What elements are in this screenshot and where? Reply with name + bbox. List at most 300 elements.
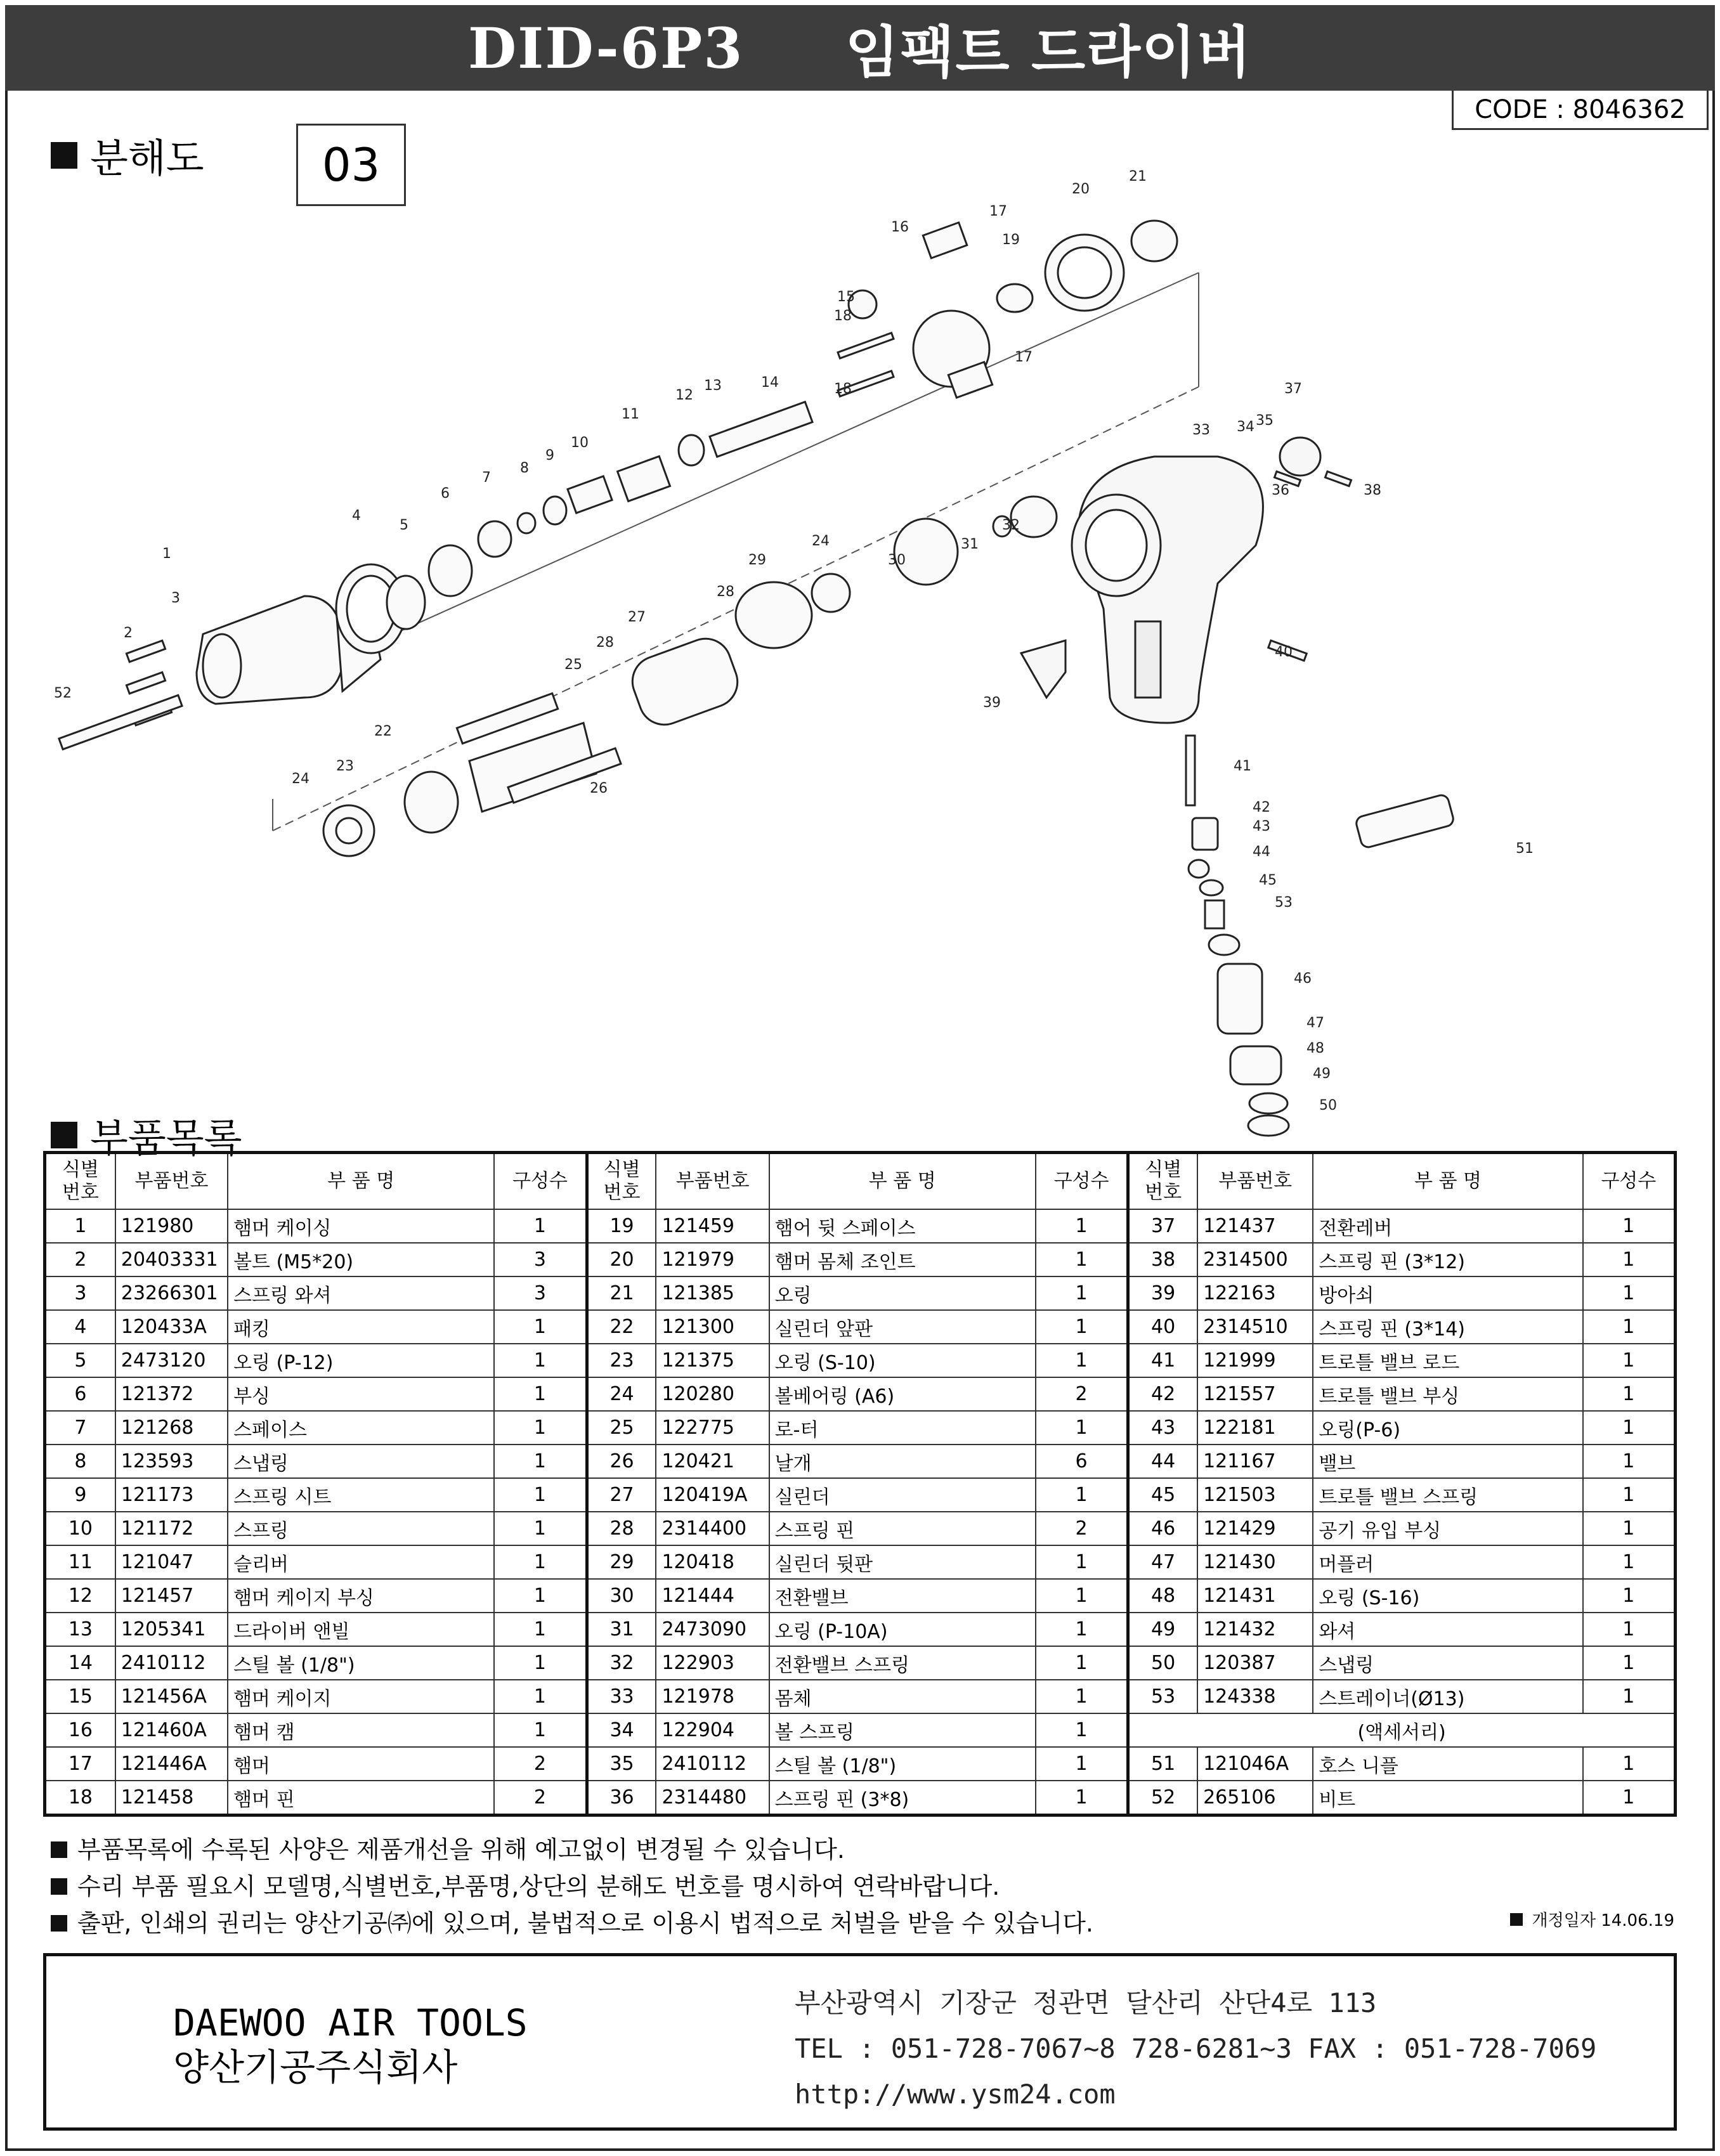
table-row bbox=[45, 1243, 1676, 1276]
callout-37: 37 bbox=[1284, 381, 1302, 397]
part-qty-cell: 1 bbox=[1036, 1713, 1128, 1747]
part-name-cell: 머플러 bbox=[1313, 1545, 1582, 1579]
square-bullet-icon bbox=[51, 1122, 77, 1148]
header-id-line2: 번호 bbox=[1145, 1181, 1182, 1204]
part-id-cell: 53 bbox=[1128, 1680, 1197, 1713]
callout-12: 12 bbox=[675, 387, 693, 403]
part-number-cell: 120421 bbox=[656, 1445, 769, 1478]
part-name-cell: 스틸 볼 (1/8") bbox=[228, 1646, 494, 1680]
part-qty-cell: 1 bbox=[1583, 1579, 1676, 1613]
part-number-cell: 2314400 bbox=[656, 1512, 769, 1545]
part-qty-cell: 1 bbox=[494, 1579, 587, 1613]
header-part-no: 부품번호 bbox=[656, 1153, 769, 1210]
callout-50: 50 bbox=[1319, 1098, 1337, 1114]
part-id-cell: 27 bbox=[587, 1478, 656, 1512]
part-id-cell: 32 bbox=[587, 1646, 656, 1680]
part-name-cell: 방아쇠 bbox=[1313, 1276, 1582, 1310]
part-number-cell: 120280 bbox=[656, 1377, 769, 1411]
part-id-cell: 42 bbox=[1128, 1377, 1197, 1411]
part-qty-cell: 1 bbox=[1036, 1276, 1128, 1310]
part-id-cell: 37 bbox=[1128, 1209, 1197, 1243]
part-name-cell: 실린더 bbox=[769, 1478, 1036, 1512]
part-name-cell: 비트 bbox=[1313, 1781, 1582, 1815]
part-number-cell: 121557 bbox=[1197, 1377, 1313, 1411]
table-row bbox=[45, 1377, 1676, 1411]
square-bullet-icon bbox=[1510, 1913, 1523, 1926]
callout-18-bottom: 18 bbox=[834, 381, 852, 397]
part-id-cell: 31 bbox=[587, 1613, 656, 1646]
part-number-cell: 2473120 bbox=[115, 1344, 228, 1377]
part-qty-cell: 1 bbox=[1036, 1243, 1128, 1276]
part-number-cell: 121432 bbox=[1197, 1613, 1313, 1646]
callout-30: 30 bbox=[888, 552, 906, 568]
part-id-cell: 44 bbox=[1128, 1445, 1197, 1478]
header-part-name: 부 품 명 bbox=[1313, 1153, 1582, 1210]
part-name-cell: 몸체 bbox=[769, 1680, 1036, 1713]
part-name-cell: 스프링 핀 (3*8) bbox=[769, 1781, 1036, 1815]
square-bullet-icon bbox=[51, 1878, 67, 1895]
part-number-cell: 121047 bbox=[115, 1545, 228, 1579]
part-id-cell: 12 bbox=[45, 1579, 115, 1613]
part-id-cell: 16 bbox=[45, 1713, 115, 1747]
part-name-cell: 트로틀 밸브 로드 bbox=[1313, 1344, 1582, 1377]
parts-list-title: 부품목록 bbox=[90, 1115, 242, 1161]
part-id-cell: 29 bbox=[587, 1545, 656, 1579]
part-name-cell: 트로틀 밸브 부싱 bbox=[1313, 1377, 1582, 1411]
callout-29: 29 bbox=[748, 552, 766, 568]
product-name: 임팩트 드라이버 bbox=[845, 19, 1253, 85]
part-name-cell: 패킹 bbox=[228, 1310, 494, 1344]
part-qty-cell: 1 bbox=[1583, 1209, 1676, 1243]
part-name-cell: 호스 니플 bbox=[1313, 1747, 1582, 1781]
part-qty-cell: 1 bbox=[494, 1377, 587, 1411]
callout-7: 7 bbox=[482, 470, 491, 486]
part-qty-cell: 2 bbox=[494, 1747, 587, 1781]
part-name-cell: 볼베어링 (A6) bbox=[769, 1377, 1036, 1411]
callout-18-top: 18 bbox=[834, 308, 852, 324]
callout-8: 8 bbox=[520, 460, 529, 476]
part-name-cell: 실린더 앞판 bbox=[769, 1310, 1036, 1344]
callout-27: 27 bbox=[628, 609, 646, 625]
part-id-cell: 10 bbox=[45, 1512, 115, 1545]
header-qty: 구성수 bbox=[1583, 1153, 1676, 1210]
callout-22: 22 bbox=[374, 724, 392, 739]
part-id-cell: 2 bbox=[45, 1243, 115, 1276]
header-part-name: 부 품 명 bbox=[769, 1153, 1036, 1210]
part-qty-cell: 1 bbox=[1036, 1411, 1128, 1445]
part-name-cell: 공기 유입 부싱 bbox=[1313, 1512, 1582, 1545]
part-number-cell: 124338 bbox=[1197, 1680, 1313, 1713]
part-qty-cell: 1 bbox=[1036, 1579, 1128, 1613]
table-row bbox=[45, 1276, 1676, 1310]
part-id-cell: 25 bbox=[587, 1411, 656, 1445]
callout-19: 19 bbox=[1002, 232, 1020, 248]
exploded-view-title: 분해도 bbox=[90, 135, 204, 181]
part-qty-cell: 3 bbox=[494, 1243, 587, 1276]
part-name-cell: 햄어 뒷 스페이스 bbox=[769, 1209, 1036, 1243]
part-name-cell: 슬리버 bbox=[228, 1545, 494, 1579]
part-id-cell: 3 bbox=[45, 1276, 115, 1310]
table-row bbox=[45, 1747, 1676, 1781]
part-name-cell: 로-터 bbox=[769, 1411, 1036, 1445]
part-name-cell: 햄머 bbox=[228, 1747, 494, 1781]
part-number-cell: 122181 bbox=[1197, 1411, 1313, 1445]
part-id-cell: 17 bbox=[45, 1747, 115, 1781]
callout-42: 42 bbox=[1253, 800, 1270, 815]
part-number-cell: 121978 bbox=[656, 1680, 769, 1713]
part-id-cell: 39 bbox=[1128, 1276, 1197, 1310]
revision-date bbox=[1510, 1907, 1674, 1931]
table-row bbox=[45, 1478, 1676, 1512]
part-name-cell: 스프링 bbox=[228, 1512, 494, 1545]
part-name-cell: 전환레버 bbox=[1313, 1209, 1582, 1243]
part-qty-cell: 1 bbox=[1583, 1243, 1676, 1276]
square-bullet-icon bbox=[51, 1841, 67, 1858]
part-number-cell: 121503 bbox=[1197, 1478, 1313, 1512]
header-qty: 구성수 bbox=[1036, 1153, 1128, 1210]
part-number-cell: 121172 bbox=[115, 1512, 228, 1545]
part-id-cell: 21 bbox=[587, 1276, 656, 1310]
callout-15: 15 bbox=[837, 289, 855, 305]
part-qty-cell: 1 bbox=[494, 1545, 587, 1579]
company-block bbox=[173, 2001, 528, 2089]
part-id-cell: 9 bbox=[45, 1478, 115, 1512]
table-row bbox=[45, 1512, 1676, 1545]
part-qty-cell: 1 bbox=[1583, 1411, 1676, 1445]
part-id-cell: 50 bbox=[1128, 1646, 1197, 1680]
part-number-cell: 121173 bbox=[115, 1478, 228, 1512]
part-number-cell: 121444 bbox=[656, 1579, 769, 1613]
callout-25: 25 bbox=[564, 657, 582, 673]
part-id-cell: 47 bbox=[1128, 1545, 1197, 1579]
parts-table-header bbox=[45, 1153, 1676, 1210]
callout-48: 48 bbox=[1306, 1041, 1324, 1056]
part-number-cell: 2410112 bbox=[656, 1747, 769, 1781]
callout-11: 11 bbox=[622, 406, 639, 422]
company-name-ko: 양산기공주식회사 bbox=[173, 2046, 458, 2089]
part-id-cell: 35 bbox=[587, 1747, 656, 1781]
part-id-cell: 22 bbox=[587, 1310, 656, 1344]
part-number-cell: 23266301 bbox=[115, 1276, 228, 1310]
callout-33: 33 bbox=[1192, 422, 1210, 438]
part-name-cell: 밸브 bbox=[1313, 1445, 1582, 1478]
callout-6: 6 bbox=[441, 486, 450, 502]
callout-32: 32 bbox=[1002, 517, 1020, 533]
footer-box bbox=[43, 1953, 1677, 2131]
part-name-cell: 햄머 몸체 조인트 bbox=[769, 1243, 1036, 1276]
part-id-cell: 1 bbox=[45, 1209, 115, 1243]
part-name-cell: 오링 (P-10A) bbox=[769, 1613, 1036, 1646]
part-id-cell: 8 bbox=[45, 1445, 115, 1478]
part-number-cell: 120419A bbox=[656, 1478, 769, 1512]
part-name-cell: 스트레이너(Ø13) bbox=[1313, 1680, 1582, 1713]
header-id-line2: 번호 bbox=[603, 1181, 641, 1204]
callout-3: 3 bbox=[171, 590, 180, 606]
part-id-cell: 14 bbox=[45, 1646, 115, 1680]
part-qty-cell: 1 bbox=[1583, 1445, 1676, 1478]
part-qty-cell: 1 bbox=[1583, 1478, 1676, 1512]
callout-28-top: 28 bbox=[717, 584, 734, 600]
notes bbox=[51, 1831, 1674, 1942]
part-number-cell: 121980 bbox=[115, 1209, 228, 1243]
part-qty-cell: 1 bbox=[1583, 1781, 1676, 1815]
part-name-cell: 전환밸브 bbox=[769, 1579, 1036, 1613]
callout-41: 41 bbox=[1234, 758, 1251, 774]
part-qty-cell: 1 bbox=[1036, 1545, 1128, 1579]
callout-35: 35 bbox=[1256, 413, 1274, 429]
part-id-cell: 28 bbox=[587, 1512, 656, 1545]
table-row bbox=[45, 1579, 1676, 1613]
part-qty-cell: 1 bbox=[1036, 1747, 1128, 1781]
callout-51: 51 bbox=[1516, 841, 1534, 857]
callout-44: 44 bbox=[1253, 844, 1270, 860]
part-number-cell: 2410112 bbox=[115, 1646, 228, 1680]
part-id-cell: 41 bbox=[1128, 1344, 1197, 1377]
header-id-line2: 번호 bbox=[62, 1181, 99, 1204]
part-id-cell: 46 bbox=[1128, 1512, 1197, 1545]
callout-21: 21 bbox=[1129, 169, 1147, 185]
part-number-cell: 122775 bbox=[656, 1411, 769, 1445]
header-id-line1: 식별 bbox=[62, 1159, 99, 1181]
part-number-cell: 121300 bbox=[656, 1310, 769, 1344]
part-number-cell: 122903 bbox=[656, 1646, 769, 1680]
callout-52: 52 bbox=[54, 685, 72, 701]
part-qty-cell: 1 bbox=[1583, 1344, 1676, 1377]
callout-40: 40 bbox=[1275, 644, 1293, 660]
part-name-cell: 햄머 케이싱 bbox=[228, 1209, 494, 1243]
part-name-cell: 오링 (P-12) bbox=[228, 1344, 494, 1377]
part-id-cell: 7 bbox=[45, 1411, 115, 1445]
part-id-cell: 45 bbox=[1128, 1478, 1197, 1512]
part-name-cell: 트로틀 밸브 스프링 bbox=[1313, 1478, 1582, 1512]
header-part-no: 부품번호 bbox=[1197, 1153, 1313, 1210]
hammer-casing-group bbox=[59, 564, 406, 750]
header-part-no: 부품번호 bbox=[115, 1153, 228, 1210]
callout-1: 1 bbox=[162, 546, 171, 562]
part-number-cell: 121431 bbox=[1197, 1579, 1313, 1613]
part-qty-cell: 2 bbox=[1036, 1512, 1128, 1545]
callout-17-top: 17 bbox=[989, 204, 1007, 219]
part-qty-cell: 1 bbox=[1583, 1512, 1676, 1545]
part-qty-cell: 1 bbox=[494, 1310, 587, 1344]
part-number-cell: 122904 bbox=[656, 1713, 769, 1747]
part-qty-cell: 1 bbox=[1036, 1478, 1128, 1512]
exploded-view-diagram bbox=[38, 165, 1560, 1141]
part-id-cell: 36 bbox=[587, 1781, 656, 1815]
part-id-cell: 15 bbox=[45, 1680, 115, 1713]
part-qty-cell: 1 bbox=[1036, 1310, 1128, 1344]
part-name-cell: 스페이스 bbox=[228, 1411, 494, 1445]
part-number-cell: 121372 bbox=[115, 1377, 228, 1411]
callout-23: 23 bbox=[336, 758, 354, 774]
callout-10: 10 bbox=[571, 435, 589, 451]
part-qty-cell: 1 bbox=[494, 1344, 587, 1377]
part-id-cell: 4 bbox=[45, 1310, 115, 1344]
part-number-cell: 2314510 bbox=[1197, 1310, 1313, 1344]
part-number-cell: 121458 bbox=[115, 1781, 228, 1815]
part-number-cell: 2314500 bbox=[1197, 1243, 1313, 1276]
model-number: DID-6P3 bbox=[467, 15, 744, 81]
part-qty-cell: 1 bbox=[1036, 1646, 1128, 1680]
part-name-cell: 스틸 볼 (1/8") bbox=[769, 1747, 1036, 1781]
part-number-cell: 120433A bbox=[115, 1310, 228, 1344]
part-number-cell: 121979 bbox=[656, 1243, 769, 1276]
part-qty-cell: 1 bbox=[1036, 1781, 1128, 1815]
part-name-cell: 볼트 (M5*20) bbox=[228, 1243, 494, 1276]
callout-2: 2 bbox=[124, 625, 133, 641]
part-number-cell: 123593 bbox=[115, 1445, 228, 1478]
part-id-cell: 23 bbox=[587, 1344, 656, 1377]
callout-53: 53 bbox=[1275, 895, 1293, 911]
part-qty-cell: 1 bbox=[1036, 1613, 1128, 1646]
part-name-cell: 스프링 핀 (3*14) bbox=[1313, 1310, 1582, 1344]
part-number-cell: 121429 bbox=[1197, 1512, 1313, 1545]
callout-46: 46 bbox=[1294, 971, 1312, 987]
part-number-cell: 121459 bbox=[656, 1209, 769, 1243]
table-row bbox=[45, 1209, 1676, 1243]
header-id bbox=[1128, 1153, 1197, 1210]
callout-5: 5 bbox=[400, 517, 408, 533]
parts-table bbox=[43, 1151, 1677, 1817]
note-item bbox=[51, 1831, 1674, 1868]
callout-43: 43 bbox=[1253, 819, 1270, 834]
callout-24-bottom: 24 bbox=[292, 771, 309, 787]
part-number-cell: 121167 bbox=[1197, 1445, 1313, 1478]
part-id-cell: 30 bbox=[587, 1579, 656, 1613]
table-row bbox=[45, 1613, 1676, 1646]
part-id-cell: 38 bbox=[1128, 1243, 1197, 1276]
part-name-cell: 오링 (S-10) bbox=[769, 1344, 1036, 1377]
callout-38: 38 bbox=[1364, 483, 1381, 498]
callout-13: 13 bbox=[704, 378, 722, 394]
part-id-cell: 24 bbox=[587, 1377, 656, 1411]
website-link[interactable]: http://www.ysm24.com bbox=[795, 2079, 1116, 2110]
part-number-cell: 120387 bbox=[1197, 1646, 1313, 1680]
table-row bbox=[45, 1680, 1676, 1713]
callout-28-bottom: 28 bbox=[596, 635, 614, 651]
page-number-box: 03 bbox=[296, 124, 406, 206]
note-text: 출판, 인쇄의 권리는 양산기공㈜에 있으며, 불법적으로 이용시 법적으로 처벌을 받을 수 있습니다. bbox=[77, 1909, 1094, 1937]
part-name-cell: 전환밸브 스프링 bbox=[769, 1646, 1036, 1680]
part-name-cell: 볼 스프링 bbox=[769, 1713, 1036, 1747]
part-qty-cell: 1 bbox=[1583, 1276, 1676, 1310]
motor-group bbox=[323, 497, 1057, 856]
part-number-cell: 121375 bbox=[656, 1344, 769, 1377]
part-name-cell: 스프링 핀 (3*12) bbox=[1313, 1243, 1582, 1276]
part-number-cell: 121385 bbox=[656, 1276, 769, 1310]
table-row bbox=[45, 1713, 1676, 1747]
header-id-line1: 식별 bbox=[603, 1159, 641, 1181]
part-name-cell: 스냅링 bbox=[228, 1445, 494, 1478]
table-row bbox=[45, 1344, 1676, 1377]
callout-20: 20 bbox=[1072, 181, 1090, 197]
note-item bbox=[51, 1868, 1674, 1905]
part-qty-cell: 1 bbox=[494, 1713, 587, 1747]
revision-text: 개정일자 14.06.19 bbox=[1532, 1911, 1674, 1930]
address: 부산광역시 기장군 정관면 달산리 산단4로 113 bbox=[795, 1987, 1377, 2018]
part-number-cell: 265106 bbox=[1197, 1781, 1313, 1815]
callout-4: 4 bbox=[352, 508, 361, 524]
part-qty-cell: 1 bbox=[1583, 1377, 1676, 1411]
header-part-name: 부 품 명 bbox=[228, 1153, 494, 1210]
callout-36: 36 bbox=[1272, 483, 1289, 498]
part-qty-cell: 1 bbox=[1036, 1680, 1128, 1713]
front-parts-group bbox=[387, 221, 1177, 629]
part-qty-cell: 1 bbox=[494, 1445, 587, 1478]
table-row bbox=[45, 1646, 1676, 1680]
part-qty-cell: 1 bbox=[494, 1209, 587, 1243]
part-id-cell: 19 bbox=[587, 1209, 656, 1243]
part-qty-cell: 1 bbox=[1036, 1344, 1128, 1377]
table-row bbox=[45, 1445, 1676, 1478]
part-name-cell: 스프링 와셔 bbox=[228, 1276, 494, 1310]
part-id-cell: 48 bbox=[1128, 1579, 1197, 1613]
callout-45: 45 bbox=[1259, 873, 1277, 888]
part-name-cell: 스냅링 bbox=[1313, 1646, 1582, 1680]
part-id-cell: 6 bbox=[45, 1377, 115, 1411]
callout-34: 34 bbox=[1237, 419, 1254, 435]
part-number-cell: 121457 bbox=[115, 1579, 228, 1613]
header-id bbox=[45, 1153, 115, 1210]
callout-16: 16 bbox=[891, 219, 909, 235]
header-id-line1: 식별 bbox=[1145, 1159, 1182, 1181]
note-item bbox=[51, 1905, 1674, 1942]
accessory-header: (액세서리) bbox=[1128, 1713, 1676, 1747]
part-qty-cell: 1 bbox=[494, 1680, 587, 1713]
part-name-cell: 오링 bbox=[769, 1276, 1036, 1310]
part-id-cell: 33 bbox=[587, 1680, 656, 1713]
part-qty-cell: 1 bbox=[1583, 1310, 1676, 1344]
part-id-cell: 34 bbox=[587, 1713, 656, 1747]
part-name-cell: 스프링 시트 bbox=[228, 1478, 494, 1512]
part-number-cell: 121460A bbox=[115, 1713, 228, 1747]
part-name-cell: 와셔 bbox=[1313, 1613, 1582, 1646]
part-qty-cell: 1 bbox=[494, 1646, 587, 1680]
part-name-cell: 햄머 핀 bbox=[228, 1781, 494, 1815]
part-name-cell: 부싱 bbox=[228, 1377, 494, 1411]
part-name-cell: 스프링 핀 bbox=[769, 1512, 1036, 1545]
part-number-cell: 121046A bbox=[1197, 1747, 1313, 1781]
part-qty-cell: 2 bbox=[1036, 1377, 1128, 1411]
part-id-cell: 5 bbox=[45, 1344, 115, 1377]
part-id-cell: 20 bbox=[587, 1243, 656, 1276]
header-qty: 구성수 bbox=[494, 1153, 587, 1210]
part-number-cell: 121430 bbox=[1197, 1545, 1313, 1579]
guide-lines bbox=[266, 273, 1199, 831]
callout-47: 47 bbox=[1306, 1015, 1324, 1031]
title-bar bbox=[5, 5, 1715, 91]
parts-table-body bbox=[45, 1209, 1676, 1815]
part-id-cell: 11 bbox=[45, 1545, 115, 1579]
part-number-cell: 1205341 bbox=[115, 1613, 228, 1646]
part-name-cell: 오링 (S-16) bbox=[1313, 1579, 1582, 1613]
part-qty-cell: 1 bbox=[494, 1411, 587, 1445]
part-name-cell: 햄머 케이지 bbox=[228, 1680, 494, 1713]
table-row bbox=[45, 1411, 1676, 1445]
part-number-cell: 121456A bbox=[115, 1680, 228, 1713]
part-qty-cell: 1 bbox=[494, 1478, 587, 1512]
callout-31: 31 bbox=[961, 536, 979, 552]
company-name-en: DAEWOO AIR TOOLS bbox=[173, 2001, 528, 2044]
product-code: CODE : 8046362 bbox=[1452, 91, 1709, 130]
part-qty-cell: 1 bbox=[1583, 1545, 1676, 1579]
part-qty-cell: 1 bbox=[1036, 1209, 1128, 1243]
part-qty-cell: 1 bbox=[494, 1613, 587, 1646]
part-id-cell: 18 bbox=[45, 1781, 115, 1815]
part-id-cell: 49 bbox=[1128, 1613, 1197, 1646]
part-qty-cell: 3 bbox=[494, 1276, 587, 1310]
part-id-cell: 13 bbox=[45, 1613, 115, 1646]
